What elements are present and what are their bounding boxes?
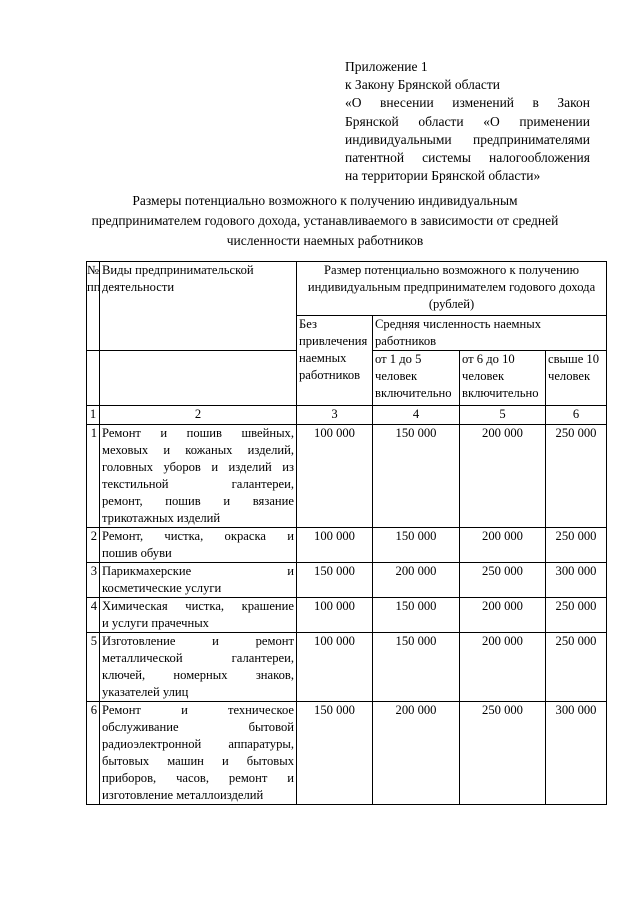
appendix-line: к Закону Брянской области — [345, 77, 500, 93]
value-without-workers: 150 000 — [297, 563, 373, 598]
appendix-line: патентной системы налогообложения — [345, 150, 590, 166]
appendix-line: Брянской области «О применении — [345, 113, 590, 129]
value-1-to-5: 150 000 — [373, 598, 460, 633]
row-number: 1 — [87, 425, 100, 528]
column-number-cell: 2 — [100, 406, 297, 425]
table-row — [87, 633, 607, 702]
activity-name-line: и услуги прачечных — [102, 616, 209, 630]
header-from-1-to-5: от 1 до 5 человек включительно — [373, 351, 460, 406]
value-without-workers: 100 000 — [297, 598, 373, 633]
activity-name-line: трикотажных изделий — [102, 511, 221, 525]
activity-name-line: ремонт, пошив и вязание — [102, 494, 294, 508]
table-row — [87, 563, 607, 598]
value-without-workers: 150 000 — [297, 702, 373, 805]
activity-name-line: радиоэлектронной аппаратуры, — [102, 737, 294, 751]
title-line: Размеры потенциально возможного к получению индивидуальным — [132, 193, 518, 208]
row-number: 5 — [87, 633, 100, 702]
activity-name-line: Ремонт и техническое — [102, 703, 294, 717]
column-number-cell: 3 — [297, 406, 373, 425]
value-1-to-5: 150 000 — [373, 633, 460, 702]
value-1-to-5: 200 000 — [373, 702, 460, 805]
appendix-header — [345, 58, 590, 185]
activity-name-line: изготовление металлоизделий — [102, 788, 264, 802]
appendix-line: на территории Брянской области» — [345, 168, 541, 184]
header-income: Размер потенциально возможного к получению индивидуальным предпринимателем годового дохода (рублей) — [297, 262, 607, 316]
activity-name-line: головных уборов и изделий из — [102, 460, 294, 474]
header-number: № пп — [87, 262, 100, 351]
activity-name-line: ключей, номерных знаков, — [102, 668, 294, 682]
column-number-cell: 6 — [546, 406, 607, 425]
value-1-to-5: 150 000 — [373, 528, 460, 563]
activity-name-line: Химическая чистка, крашение — [102, 599, 294, 613]
value-6-to-10: 200 000 — [460, 633, 546, 702]
activity-name-line: металлической галантереи, — [102, 651, 294, 665]
activity-name — [100, 702, 297, 805]
value-over-10: 300 000 — [546, 563, 607, 598]
table-row — [87, 528, 607, 563]
activity-name-line: меховых и кожаных изделий, — [102, 443, 294, 457]
value-over-10: 250 000 — [546, 598, 607, 633]
activity-name-line: указателей улиц — [102, 685, 189, 699]
table-row — [87, 425, 607, 528]
value-without-workers: 100 000 — [297, 528, 373, 563]
activity-name-line: обслуживание бытовой — [102, 720, 294, 734]
activity-name — [100, 425, 297, 528]
header-over-10: свыше 10 человек — [546, 351, 607, 406]
value-over-10: 250 000 — [546, 425, 607, 528]
value-over-10: 250 000 — [546, 633, 607, 702]
appendix-line: Приложение 1 — [345, 59, 428, 74]
table-row — [87, 598, 607, 633]
header-average-workers: Средняя численность наемных работников — [373, 316, 607, 351]
activity-name-line: Изготовление и ремонт — [102, 634, 294, 648]
value-over-10: 300 000 — [546, 702, 607, 805]
income-table — [86, 261, 607, 805]
value-over-10: 250 000 — [546, 528, 607, 563]
appendix-line: индивидуальными предпринимателями — [345, 131, 590, 147]
activity-name — [100, 528, 297, 563]
title-line: предпринимателем годового дохода, устанавливаемого в зависимости от средней — [91, 213, 559, 228]
row-number: 2 — [87, 528, 100, 563]
row-number: 3 — [87, 563, 100, 598]
value-6-to-10: 250 000 — [460, 563, 546, 598]
activity-name-line: Ремонт и пошив швейных, — [102, 426, 294, 440]
value-1-to-5: 150 000 — [373, 425, 460, 528]
column-number-cell: 4 — [373, 406, 460, 425]
activity-name — [100, 633, 297, 702]
activity-name-line: пошив обуви — [102, 546, 172, 560]
header-activity: Виды предпринимательской деятельности — [100, 262, 297, 351]
activity-name-line: приборов, часов, ремонт и — [102, 771, 294, 785]
activity-name-line: бытовых машин и бытовых — [102, 754, 294, 768]
title-line: численности наемных работников — [226, 233, 424, 248]
value-6-to-10: 200 000 — [460, 528, 546, 563]
document-title — [60, 191, 590, 251]
value-6-to-10: 200 000 — [460, 425, 546, 528]
activity-name-line: текстильной галантереи, — [102, 477, 294, 491]
header-without-workers: Без привлечения наемных работников — [297, 316, 373, 406]
row-number: 4 — [87, 598, 100, 633]
activity-name-line: косметические услуги — [102, 581, 222, 595]
value-6-to-10: 250 000 — [460, 702, 546, 805]
table-row — [87, 702, 607, 805]
value-without-workers: 100 000 — [297, 633, 373, 702]
appendix-line: «О внесении изменений в Закон — [345, 95, 590, 111]
value-6-to-10: 200 000 — [460, 598, 546, 633]
value-1-to-5: 200 000 — [373, 563, 460, 598]
value-without-workers: 100 000 — [297, 425, 373, 528]
activity-name-line: Парикмахерские и — [102, 564, 294, 578]
activity-name — [100, 598, 297, 633]
row-number: 6 — [87, 702, 100, 805]
header-from-6-to-10: от 6 до 10 человек включительно — [460, 351, 546, 406]
column-number-cell: 1 — [87, 406, 100, 425]
activity-name-line: Ремонт, чистка, окраска и — [102, 529, 294, 543]
activity-name — [100, 563, 297, 598]
column-number-cell: 5 — [460, 406, 546, 425]
